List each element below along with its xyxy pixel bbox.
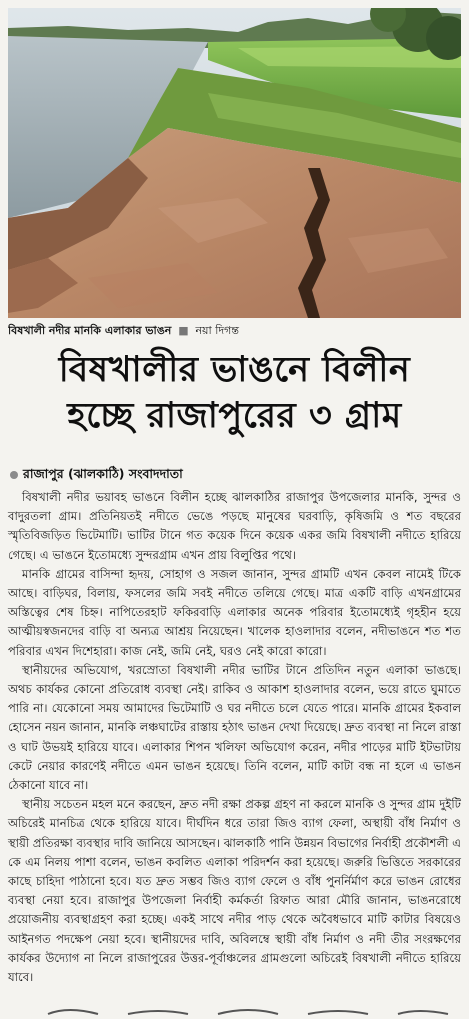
headline [8,347,461,439]
headline-line-1: বিষখালীর ভাঙনে বিলীন [58,349,411,390]
paragraph-2: মানকি গ্রামের বাসিন্দা হৃদয়, সোহাগ ও সজল জানান, সুন্দর গ্রামটি এখন কেবল নামেই টিকে আছে। বাড়িঘর, বিলায়, ফসলের জমি সবই নদীতে তলিয়ে গেছে। মাত্র একটি বাড়ি এখনগ্রামের অস্তিত্বের শেষ চিহ্ন। নাপিতেরহাট ফকিরবাড়ি এলাকার অনেক পরিবার ইতোমধ্যেই গৃহহীন হয়ে আত্মীয়স্বজনদের বাড়ি বা অন্যত্র আশ্রয় নিয়েছেন। খালেক হাওলাদার বলেন, নদীভাঙনে শত শত পরিবার এখন দিশেহারা। কাজ নেই, জমি নেই, ঘরও নেই কারো কারো। [8,566,461,658]
bullet-icon [10,471,18,479]
news-photo [8,8,461,318]
paragraph-4: স্থানীয় সচেতন মহল মনে করছেন, দ্রুত নদী রক্ষা প্রকল্প গ্রহণ না করলে মানকি ও সুন্দর গ্রাম দুইটি অচিরেই মানচিত্র থেকে হারিয়ে যাবে। দীর্ঘদিন ধরে তারা জিও ব্যাগ ফেলা, অস্থায়ী বাঁধ নির্মাণ ও স্থায়ী প্রতিরক্ষা ব্যবস্থার দাবি জানিয়ে আসছেন। ঝালকাঠি পানি উন্নয়ন বিভাগের নির্বাহী প্রকৌশলী এ কে এম নিলয় পাশা বলেন, ভাঙন কবলিত এলাকা পরিদর্শন করা হয়েছে। জরুরি ভিত্তিতে সরকারের কাছে চাহিদা পাঠানো হবে। যত দ্রুত সম্ভব জিও ব্যাগ ফেলে ও বাঁধ পুনর্নির্মাণ করে ভাঙন রোধের ব্যবস্থা নেয়া হবে। রাজাপুর উপজেলা নির্বাহী কর্মকর্তা রিফাত আরা মৌরি জানান, ভাঙনরোধে প্রয়োজনীয় ব্যবস্থাগ্রহণ করা হচ্ছে। একই সাথে নদীর পাড় থেকে অবৈধভাবে মাটি কাটার বিষয়েও আইনগত পদক্ষেপ নেয়া হবে। স্থানীয়দের দাবি, অবিলম্বে স্থায়ী বাঁধ নির্মাণ ও নদী তীর সংরক্ষণের কার্যকর উদ্যোগ না নিলে রাজাপুরের উত্তর-পূর্বাঞ্চলের গ্রামগুলো অচিরেই বিষখালী নদীতে হারিয়ে যাবে। [8,797,461,985]
byline [10,466,460,486]
byline-text: রাজাপুর (ঝালকাঠি) সংবাদদাতা [23,466,183,481]
caption-separator-icon: ■ [178,324,189,337]
riverbank-erosion-image [8,8,461,318]
photo-caption [8,322,461,340]
caption-title: বিষখালী নদীর মানকি এলাকার ভাঙন [8,324,172,337]
headline-line-2: হচ্ছে রাজাপুরের ৩ গ্রাম [67,395,402,436]
paragraph-1: বিষখালী নদীর ভয়াবহ ভাঙনে বিলীন হচ্ছে ঝালকাঠির রাজাপুর উপজেলার মানকি, সুন্দর ও বাদুরতলা গ্রাম। প্রতিনিয়তই নদীতে ভেঙে পড়ছে মানুষের ঘরবাড়ি, কৃষিজমি ও শত বছরের স্মৃতিবিজড়িত ভিটেমাটি। ভাটির টানে গত কয়েক দিনে কয়েক একর জমি বিষখালী নদীতে হারিয়ে গেছে। এ ভাঙনে ইতোমধ্যে সুন্দরগ্রাম এখন প্রায় বিলুপ্তির পথে। [8,490,461,562]
article-body [8,488,461,987]
bottom-cut-off-text [8,1006,461,1019]
caption-source: নয়া দিগন্ত [195,324,239,337]
paragraph-3: স্থানীয়দের অভিযোগ, খরস্রোতা বিষখালী নদীর ভাটির টানে প্রতিদিন নতুন এলাকা ভাঙছে। অথচ কার্যকর কোনো প্রতিরোধ ব্যবস্থা নেই। রাকিব ও আকাশ হাওলাদার বলেন, ভয়ে রাতে ঘুমাতে পারি না। যেকোনো সময় আমাদের ভিটেমাটি ও ঘর নদীতে চলে যেতে পারে। মানকি গ্রামের ইকবাল হোসেন নয়ন জানান, মানকি লঞ্চঘাটের রাস্তায় হঠাৎ ভাঙন দেখা দিয়েছে। দ্রুত ব্যবস্থা না নিলে রাস্তা ও ঘাট উভয়ই হারিয়ে যাবে। এলাকার শিপন খলিফা অভিযোগ করেন, নদীর পাড়ের মাটি ইটভাটায় কেটে নেয়ার কারণেই নদীতে এমন ভাঙন হয়েছে। তিনি বলেন, মাটি কাটা বন্ধ না হলে এ ভাঙন ঠেকানো যাবে না। [8,662,461,793]
